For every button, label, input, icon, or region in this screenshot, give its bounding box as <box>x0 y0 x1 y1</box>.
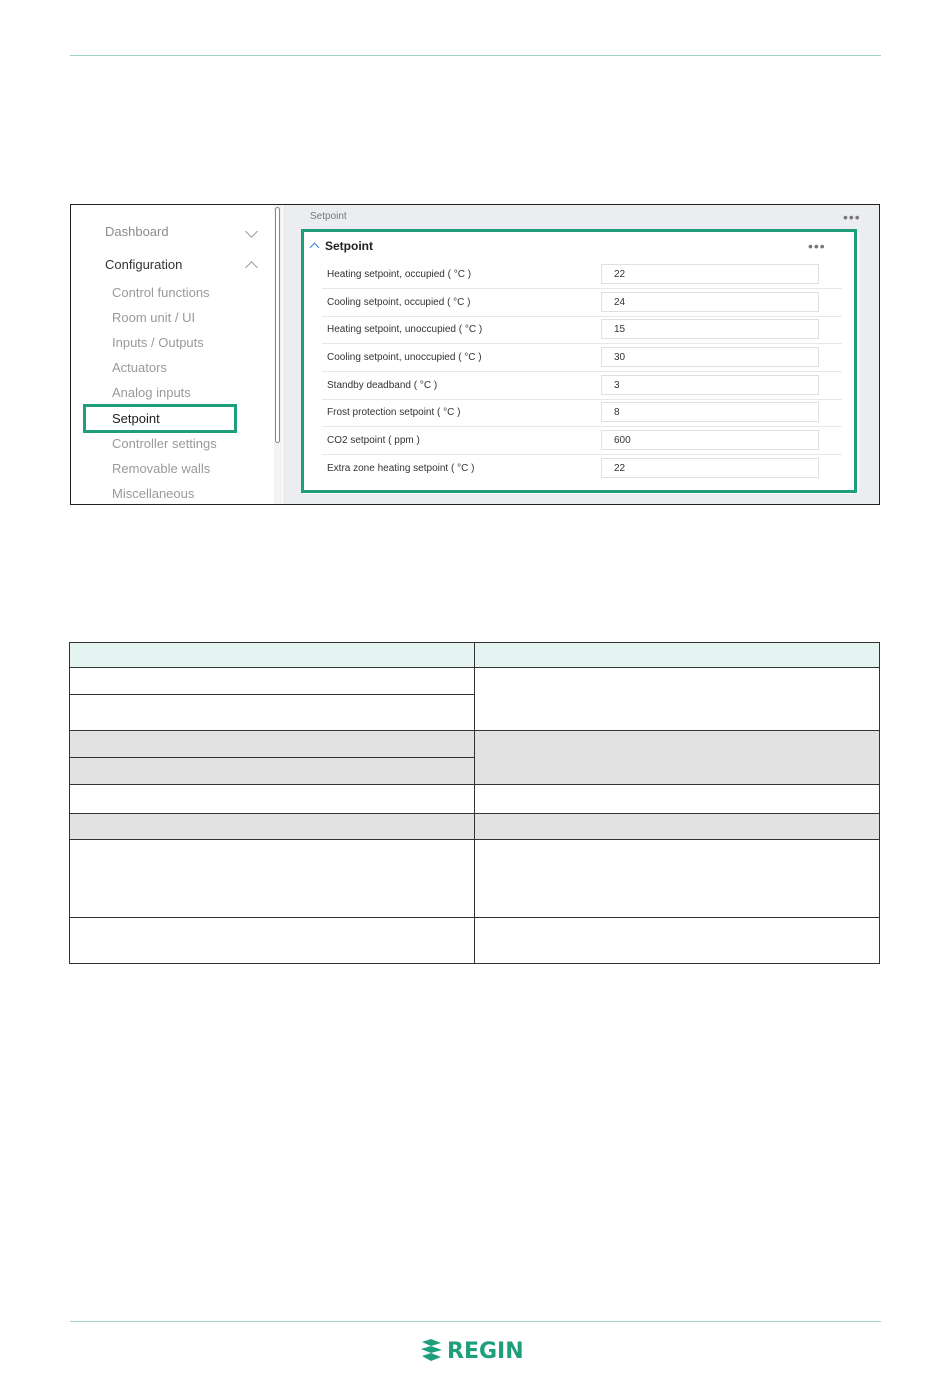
co2-setpoint-input[interactable]: 600 <box>601 430 819 450</box>
setting-label: Heating setpoint, unoccupied ( °C ) <box>327 324 483 335</box>
table-row <box>70 918 880 964</box>
table-cell <box>475 814 880 840</box>
sidebar-item-room-unit[interactable]: Room unit / UI <box>112 310 196 325</box>
table-cell <box>475 785 880 814</box>
more-horizontal-icon[interactable]: ••• <box>808 238 826 254</box>
table-cell <box>475 840 880 918</box>
logo-text: REGIN <box>447 1339 524 1364</box>
table-cell <box>475 918 880 964</box>
cooling-occupied-input[interactable]: 24 <box>601 292 819 312</box>
setpoint-panel <box>283 205 880 504</box>
table-row <box>70 840 880 918</box>
table-cell <box>70 668 475 695</box>
setting-label: Heating setpoint, occupied ( °C ) <box>327 269 472 280</box>
extra-zone-heating-input[interactable]: 22 <box>601 458 819 478</box>
regin-logo-mark-icon <box>419 1338 445 1364</box>
setting-label: Extra zone heating setpoint ( °C ) <box>327 463 475 474</box>
heating-unoccupied-input[interactable]: 15 <box>601 319 819 339</box>
sidebar-item-controller-settings[interactable]: Controller settings <box>112 436 217 451</box>
standby-deadband-input[interactable]: 3 <box>601 375 819 395</box>
sidebar-item-setpoint[interactable]: Setpoint <box>112 411 160 426</box>
table-header-cell <box>70 643 475 668</box>
sidebar-item-control-functions[interactable]: Control functions <box>112 285 210 300</box>
highlight-box-setpoint-card <box>301 229 857 493</box>
sidebar-item-analog-inputs[interactable]: Analog inputs <box>112 385 191 400</box>
sidebar-item-inputs-outputs[interactable]: Inputs / Outputs <box>112 335 204 350</box>
empty-table <box>69 642 880 964</box>
sidebar-item-actuators[interactable]: Actuators <box>112 360 167 375</box>
card-title: Setpoint <box>325 239 373 253</box>
sidebar <box>71 205 274 504</box>
table-cell <box>70 731 475 758</box>
header-rule <box>70 55 881 56</box>
table-row <box>70 814 880 840</box>
setting-label: Cooling setpoint, occupied ( °C ) <box>327 297 471 308</box>
table-cell <box>70 840 475 918</box>
table-cell <box>475 731 880 785</box>
heating-occupied-input[interactable]: 22 <box>601 264 819 284</box>
chevron-down-icon[interactable] <box>245 225 258 238</box>
setting-label: CO2 setpoint ( ppm ) <box>327 435 420 446</box>
highlight-box-setpoint-nav <box>83 404 237 433</box>
setting-label: Cooling setpoint, unoccupied ( °C ) <box>327 352 482 363</box>
table-cell <box>70 785 475 814</box>
panel-title: Setpoint <box>310 211 347 222</box>
table-header-row <box>70 643 880 668</box>
table-cell <box>70 814 475 840</box>
table-cell <box>70 918 475 964</box>
setting-label: Frost protection setpoint ( °C ) <box>327 407 461 418</box>
sidebar-scrollbar-thumb[interactable] <box>275 207 280 443</box>
table-row <box>70 668 880 695</box>
sidebar-item-configuration[interactable]: Configuration <box>105 257 183 272</box>
footer-rule <box>70 1321 881 1322</box>
chevron-up-icon[interactable] <box>245 261 258 274</box>
table-cell <box>475 668 880 731</box>
table-row <box>70 785 880 814</box>
table-row <box>70 731 880 758</box>
frost-protection-input[interactable]: 8 <box>601 402 819 422</box>
regin-logo <box>419 1338 529 1366</box>
table-cell <box>70 695 475 731</box>
app-screenshot <box>70 204 880 505</box>
table-header-cell <box>475 643 880 668</box>
cooling-unoccupied-input[interactable]: 30 <box>601 347 819 367</box>
more-horizontal-icon[interactable]: ••• <box>843 209 861 225</box>
setting-label: Standby deadband ( °C ) <box>327 380 438 391</box>
sidebar-item-dashboard[interactable]: Dashboard <box>105 224 169 239</box>
sidebar-item-miscellaneous[interactable]: Miscellaneous <box>112 486 195 501</box>
sidebar-item-removable-walls[interactable]: Removable walls <box>112 461 211 476</box>
table-cell <box>70 758 475 785</box>
